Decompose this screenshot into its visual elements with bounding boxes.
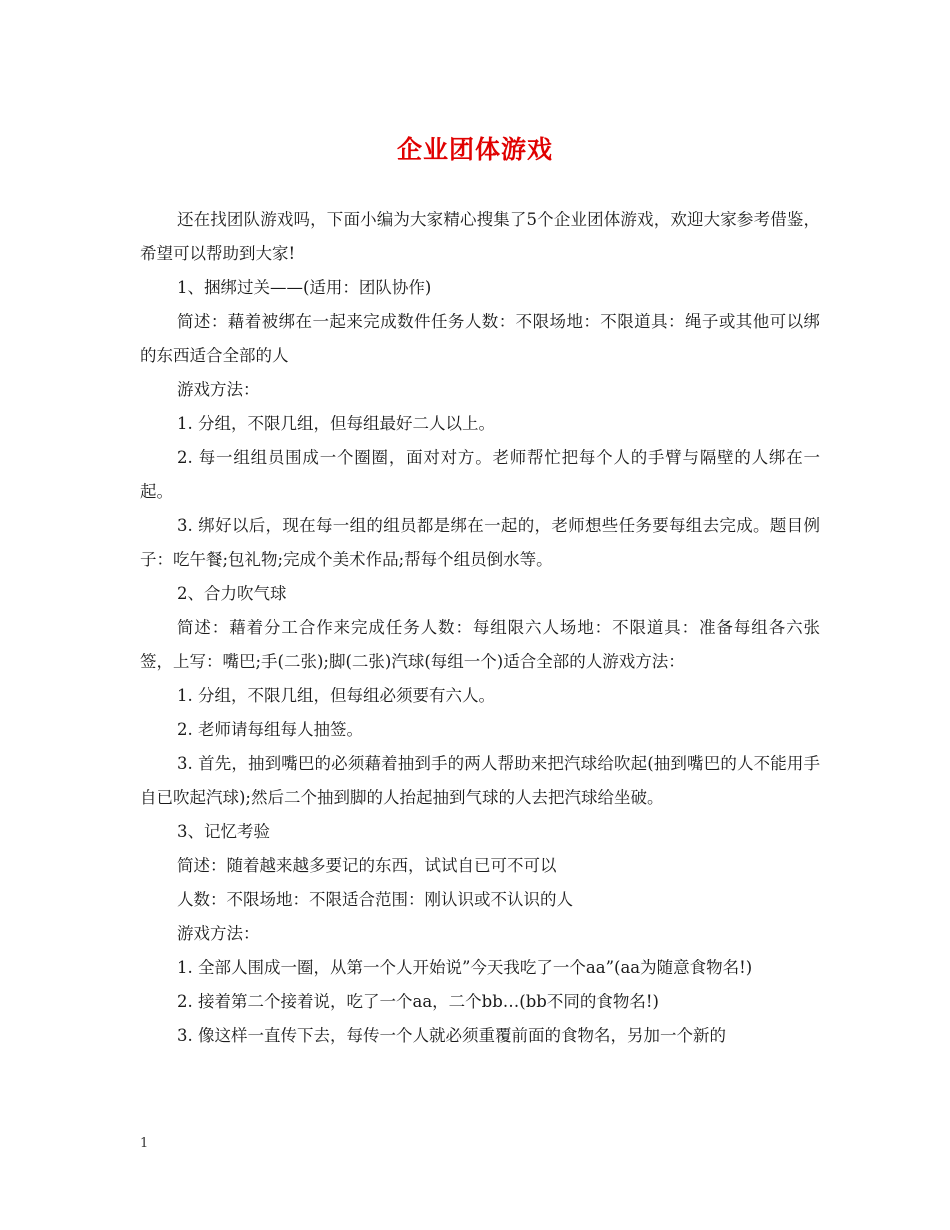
paragraph: 简述：随着越来越多要记的东西，试试自已可不可以	[177, 856, 557, 875]
paragraph: 简述：藉着分工合作来完成任务人数：每组限六人场地：不限道具：准备每组各六张签，上写：嘴巴;手(二张);脚(二张)汽球(每组一个)适合全部的人游戏方法：	[140, 618, 820, 671]
list-item: 1. 全部人围成一圈，从第一个人开始说”今天我吃了一个aa”(aa为随意食物名!)	[177, 958, 753, 977]
list-item: 1. 分组，不限几组，但每组最好二人以上。	[177, 414, 495, 433]
page-number: 1	[140, 1136, 149, 1151]
list-item: 3. 像这样一直传下去，每传一个人就必须重覆前面的食物名，另加一个新的	[177, 1026, 726, 1045]
paragraph: 游戏方法：	[177, 380, 260, 399]
section-heading-3: 3、记忆考验	[177, 822, 270, 841]
paragraph: 游戏方法：	[177, 924, 260, 943]
paragraph: 人数：不限场地：不限适合范围：刚认识或不认识的人	[177, 890, 573, 909]
list-item: 2. 老师请每组每人抽签。	[177, 720, 363, 739]
list-item: 3. 绑好以后，现在每一组的组员都是绑在一起的，老师想些任务要每组去完成。题目例子：吃午餐;包礼物;完成个美术作品;帮每个组员倒水等。	[140, 516, 820, 569]
section-heading-2: 2、合力吹气球	[177, 584, 287, 603]
list-item: 2. 每一组组员围成一个圈圈，面对对方。老师帮忙把每个人的手臂与隔壁的人绑在一起。	[140, 448, 820, 501]
list-item: 3. 首先，抽到嘴巴的必须藉着抽到手的两人帮助来把汽球给吹起(抽到嘴巴的人不能用手自已吹起汽球);然后二个抽到脚的人抬起抽到气球的人去把汽球给坐破。	[140, 754, 820, 807]
paragraph-intro: 还在找团队游戏吗，下面小编为大家精心搜集了5个企业团体游戏，欢迎大家参考借鉴，希望可以帮助到大家!	[140, 210, 820, 263]
document-body	[140, 203, 820, 1053]
list-item: 1. 分组，不限几组，但每组必须要有六人。	[177, 686, 495, 705]
document-title: 企业团体游戏	[396, 135, 553, 164]
list-item: 2. 接着第二个接着说，吃了一个aa，二个bb…(bb不同的食物名!)	[177, 992, 659, 1011]
paragraph: 简述：藉着被绑在一起来完成数件任务人数：不限场地：不限道具：绳子或其他可以绑的东西适合全部的人	[140, 312, 820, 365]
section-heading-1: 1、捆绑过关——(适用：团队协作)	[177, 278, 432, 297]
